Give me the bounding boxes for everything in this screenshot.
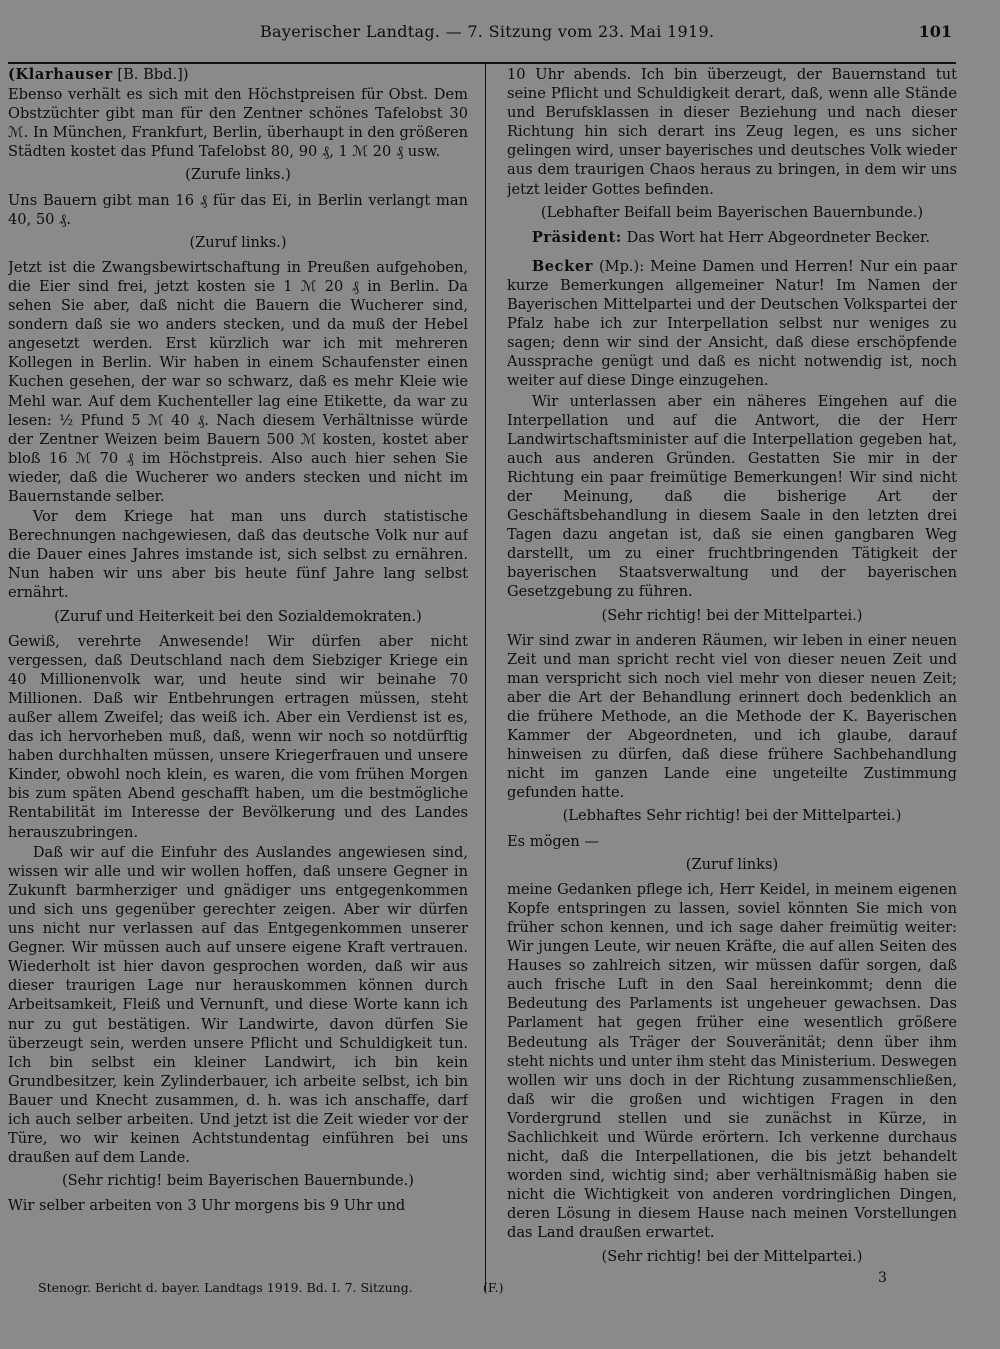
signature-number: 3 bbox=[878, 1270, 887, 1286]
speaker-line bbox=[8, 65, 468, 84]
paragraph: Daß wir auf die Einfuhr des Auslandes angewiesen sind, wissen wir alle und wir wollen hoffen, daß unsere Gegner in Zukunft barmherziger und gnädiger uns entgegenkommen und sich uns gegenüber gerechter zeigen. Aber wir dürfen uns nicht nur verlassen auf das Entgegenkommen unserer Gegner. Wir müssen auch auf unsere eigene Kraft vertrauen. Wiederholt ist hier davon gesprochen worden, daß wir aus dieser traurigen Lage nur herauskommen können durch Arbeitsamkeit, Fleiß und Vernunft, und diese Worte kann ich nur zu gut bestätigen. Wir Landwirte, davon dürfen Sie überzeugt sein, werden unsere Pflicht und Schuldigkeit tun. Ich bin selbst ein kleiner Landwirt, ich bin kein Grundbesitzer, kein Zylinderbauer, ich arbeite selbst, ich bin Bauer und Knecht zusammen, d. h. was ich anschaffe, darf ich auch selber arbeiten. Und jetzt ist die Zeit wieder vor der Türe, wo wir keinen Achtstundentag einführen bei uns draußen auf dem Lande. bbox=[8, 843, 468, 1167]
page-number: 101 bbox=[918, 22, 952, 41]
page-footer bbox=[38, 1270, 938, 1320]
paragraph: Wir unterlassen aber ein näheres Eingehen auf die Interpellation und auf die Antwort, die der Herr Landwirtschaftsminister auf die Interpellation gegeben hat, auch aus anderen Gründen. Gestatten Sie mir in der Richtung ein paar freimütige Bemerkungen! Wir sind nicht der Meinung, daß die bisherige Art der Geschäftsbehandlung in diesem Saale in den letzten drei Tagen dazu angetan ist, daß sie einen gangbaren Weg darstellt, um zu einer fruchtbringenden Tätigkeit der bayerischen Staatsverwaltung und der bayerischen Gesetzgebung zu führen. bbox=[507, 392, 957, 601]
speaker-name: (Klarhauser bbox=[8, 66, 113, 83]
column-divider bbox=[485, 62, 486, 1292]
interjection: (Lebhaftes Sehr richtig! bei der Mittelpartei.) bbox=[562, 807, 902, 825]
interjection: (Sehr richtig! bei der Mittelpartei.) bbox=[601, 1247, 863, 1265]
paragraph: Vor dem Kriege hat man uns durch statistische Berechnungen nachgewiesen, daß das deutsche Volk nur auf die Dauer eines Jahres imstande ist, sich selbst zu ernähren. Nun haben wir uns aber bis heute fünf Jahre lang selbst ernährt. bbox=[8, 508, 468, 602]
paragraph-text: Meine Damen und Herren! Nur ein paar kurze Bemerkungen allgemeiner Natur! Im Namen der Bayerischen Mittelpartei und der Deutschen Volkspartei der Pfalz habe ich zur Interpellation selbst nur weniges zu sagen; denn wir sind der Ansicht, daß diese erschöpfende Aussprache genügt und daß es nicht notwendig ist, noch weiter auf diese Dinge einzugehen. bbox=[507, 257, 957, 390]
president-label: Präsident: bbox=[531, 228, 622, 246]
interjection: (Sehr richtig! bei der Mittelpartei.) bbox=[601, 606, 863, 624]
interjection: (Lebhafter Beifall beim Bayerischen Bauernbunde.) bbox=[540, 203, 924, 221]
interjection: (Zuruf links.) bbox=[189, 233, 287, 251]
footer-note: Stenogr. Bericht d. bayer. Landtags 1919. Bd. I. 7. Sitzung. bbox=[38, 1280, 413, 1295]
paragraph: meine Gedanken pflege ich, Herr Keidel, in meinem eigenen Kopfe entspringen zu lassen, soviel könnten Sie mich von früher schon kennen, und ich sage daher freimütig weiter: Wir jungen Leute, wir neuen Kräfte, die auf allen Seiten des Hauses so zahlreich sitzen, wir müssen dafür sorgen, daß auch frische Luft in den Saal hereinkommt; denn die Bedeutung des Parlaments ist ungeheuer gewachsen. Das Parlament hat gegen früher eine wesentlich größere Bedeutung als Träger der Souveränität; denn über ihm steht nichts und unter ihm steht das Ministerium. Deswegen wollen wir uns doch in der Richtung zusammenschließen, daß wir die großen und wichtigen Fragen in den Vordergrund stellen und sie zunächst in Kürze, in Sachlichkeit und Würde erörtern. Ich verkenne durchaus nicht, daß die Interpellationen, die bis jetzt behandelt worden sind, wichtig sind; aber verhältnismäßig haben sie nicht die Wichtigkeit von anderen vordringlichen Dingen, deren Lösung in diesem Hause nach meinen Vorstellungen das Land draußen erwartet. bbox=[507, 880, 957, 1242]
paragraph: Jetzt ist die Zwangsbewirtschaftung in Preußen aufgehoben, die Eier sind frei, jetzt kosten sie 1 ℳ 20 ₰ in Berlin. Da sehen Sie aber, daß nicht die Bauern die Wucherer sind, sondern daß sie wo anders stecken, und da muß der Hebel angesetzt werden. Erst kürzlich war ich mit mehreren Kollegen in Berlin. Wir haben in einem Schaufenster einen Kuchen gesehen, der war so schwarz, daß es mehr Kleie wie Mehl war. Auf dem Kuchenteller lag eine Etikette, da war zu lesen: ½ Pfund 5 ℳ 40 ₰. Nach diesem Verhältnisse würde der Zentner Weizen beim Bauern 500 ℳ kosten, kostet aber bloß 16 ℳ 70 ₰ im Höchstpreis. Also auch hier sehen Sie wieder, daß die Wucherer wo anders stecken und nicht im Bauernstande selber. bbox=[8, 258, 468, 505]
paragraph: Wir selber arbeiten von 3 Uhr morgens bis 9 Uhr und bbox=[8, 1197, 406, 1215]
page-header bbox=[0, 20, 1000, 46]
right-column bbox=[507, 62, 957, 1287]
president-line bbox=[507, 228, 957, 247]
interjection: (Zurufe links.) bbox=[185, 166, 291, 184]
paragraph: Ebenso verhält es sich mit den Höchstpreisen für Obst. Dem Obstzüchter gibt man für den Zentner schönes Tafelobst 30 ℳ. In München, Frankfurt, Berlin, überhaupt in den größeren Städten kostet das Pfund Tafelobst 80, 90 ₰, 1 ℳ 20 ₰ usw. bbox=[8, 86, 468, 161]
speaker-name: Becker bbox=[531, 257, 594, 275]
footer-mark: (F.) bbox=[483, 1280, 504, 1295]
president-text: Das Wort hat Herr Abgeordneter Becker. bbox=[626, 228, 931, 246]
interjection: (Zuruf und Heiterkeit bei den Sozialdemokraten.) bbox=[54, 607, 422, 625]
speaker-party: [B. Bbd.]) bbox=[117, 66, 189, 83]
paragraph: Gewiß, verehrte Anwesende! Wir dürfen aber nicht vergessen, daß Deutschland nach dem Siebziger Kriege ein 40 Millionenvolk war, und heute sind wir beinahe 70 Millionen. Daß wir Entbehrungen ertragen müssen, steht außer allem Zweifel; das weiß ich. Aber ein Verdienst ist es, das ich hervorheben muß, daß, wenn wir noch so notdürftig haben durchhalten müssen, unsere Kriegerfrauen und unsere Kinder, obwohl noch klein, es waren, die vom frühen Morgen bis zum späten Abend geschafft haben, um die bestmögliche Rentabilität im Interesse der Bevölkerung und des Landes herauszubringen. bbox=[8, 632, 468, 841]
speaker-paragraph bbox=[507, 257, 957, 391]
paragraph: Es mögen — bbox=[507, 832, 600, 850]
paragraph: 10 Uhr abends. Ich bin überzeugt, der Bauernstand tut seine Pflicht und Schuldigkeit derart, daß, wenn alle Stände und Berufsklassen in dieser Beziehung und nach dieser Richtung hin sich derart ins Zeug legen, es uns sicher gelingen wird, unser bayerisches und deutsches Volk wieder aus dem traurigen Chaos heraus zu bringen, in dem wir uns jetzt leider Gottes befinden. bbox=[507, 66, 957, 198]
left-column bbox=[8, 62, 468, 1287]
paragraph: Wir sind zwar in anderen Räumen, wir leben in einer neuen Zeit und man spricht recht viel von dieser neuen Zeit und man verspricht sich noch viel mehr von dieser neuen Zeit; aber die Art der Behandlung erinnert doch bedenklich an die frühere Methode, an die Methode der K. Bayerischen Kammer der Abgeordneten, und ich glaube, darauf hinweisen zu dürfen, daß diese frühere Sachbehandlung nicht im ganzen Lande eine ungeteilte Zustimmung gefunden hatte. bbox=[507, 631, 957, 802]
speaker-party: (Mp.): bbox=[598, 257, 645, 275]
interjection: (Sehr richtig! beim Bayerischen Bauernbunde.) bbox=[61, 1172, 415, 1190]
running-title: Bayerischer Landtag. — 7. Sitzung vom 23. Mai 1919. bbox=[260, 22, 715, 41]
paragraph: Uns Bauern gibt man 16 ₰ für das Ei, in Berlin verlangt man 40, 50 ₰. bbox=[8, 191, 468, 228]
interjection: (Zuruf links) bbox=[685, 855, 779, 873]
